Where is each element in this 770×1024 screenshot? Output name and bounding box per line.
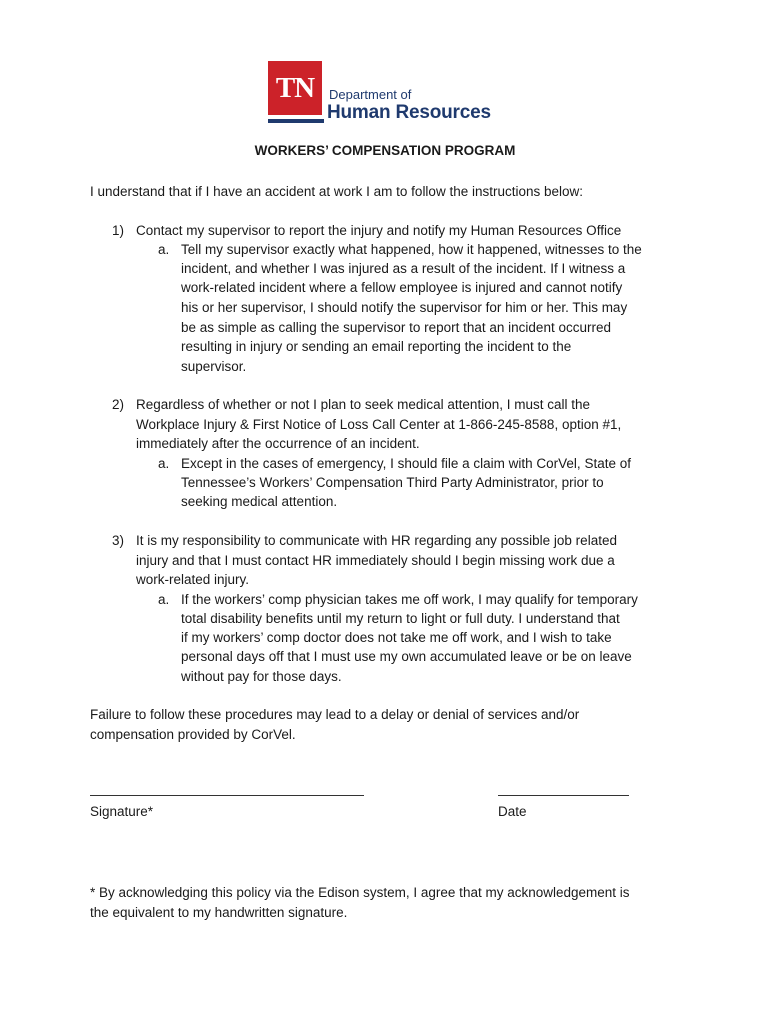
item-3-number: 3) <box>112 533 125 548</box>
item-2-line: immediately after the occurrence of an incident. <box>136 436 420 451</box>
failure-text-line: compensation provided by CorVel. <box>90 727 296 742</box>
date-label: Date <box>498 804 527 819</box>
intro-text: I understand that if I have an accident at work I am to follow the instructions below: <box>90 184 584 199</box>
item-1-number: 1) <box>112 223 125 238</box>
item-2-number: 2) <box>112 397 125 412</box>
item-3a-letter: a. <box>158 592 170 607</box>
logo-department-text: Department of <box>329 87 412 102</box>
item-3-line: injury and that I must contact HR immediately should I begin missing work due a <box>136 553 615 568</box>
logo-hr-text: Human Resources <box>327 102 491 123</box>
item-2a-line: seeking medical attention. <box>181 494 338 509</box>
item-1a-line: Tell my supervisor exactly what happened, how it happened, witnesses to the <box>181 242 642 257</box>
item-3-line: It is my responsibility to communicate with HR regarding any possible job related <box>136 533 617 548</box>
item-1a-line: be as simple as calling the supervisor to report that an incident occurred <box>181 320 611 335</box>
item-1-line: Contact my supervisor to report the injury and notify my Human Resources Office <box>136 223 622 238</box>
item-2a-line: Tennessee’s Workers’ Compensation Third Party Administrator, prior to <box>181 475 604 490</box>
item-3-line: work-related injury. <box>136 572 250 587</box>
item-2-line: Regardless of whether or not I plan to seek medical attention, I must call the <box>136 397 590 412</box>
item-1a-line: work-related incident where a fellow employee is injured and cannot notify <box>181 280 623 295</box>
failure-text-line: Failure to follow these procedures may lead to a delay or denial of services and/or <box>90 707 580 722</box>
footnote-line: * By acknowledging this policy via the Edison system, I agree that my acknowledgement is <box>90 885 630 900</box>
item-3a-line: if my workers’ comp doctor does not take me off work, and I wish to take <box>181 630 612 645</box>
item-1a-line: incident, and whether I was injured as a result of the incident. If I witness a <box>181 261 626 276</box>
item-3a-line: If the workers’ comp physician takes me off work, I may qualify for temporary <box>181 592 638 607</box>
item-3a-line: personal days off that I must use my own accumulated leave or be on leave <box>181 649 632 664</box>
footnote-line: the equivalent to my handwritten signature. <box>90 905 348 920</box>
item-3a-line: without pay for those days. <box>181 669 342 684</box>
item-2a-line: Except in the cases of emergency, I should file a claim with CorVel, State of <box>181 456 631 471</box>
date-line[interactable] <box>498 795 629 796</box>
item-3a-line: total disability benefits until my return to light or full duty. I understand that <box>181 611 620 626</box>
tn-logo-mark: TN <box>268 61 322 115</box>
item-2-line: Workplace Injury & First Notice of Loss Call Center at 1-866-245-8588, option #1, <box>136 417 622 432</box>
item-1a-line: resulting in injury or sending an email reporting the incident to the <box>181 339 572 354</box>
page-title: WORKERS’ COMPENSATION PROGRAM <box>254 143 516 158</box>
tn-hr-logo <box>268 61 508 125</box>
logo-underline <box>268 119 324 123</box>
item-2a-letter: a. <box>158 456 170 471</box>
signature-line[interactable] <box>90 795 364 796</box>
item-1a-letter: a. <box>158 242 170 257</box>
item-1a-line: his or her supervisor, I should notify the supervisor for him or her. This may <box>181 300 628 315</box>
signature-label: Signature* <box>90 804 154 819</box>
item-1a-line: supervisor. <box>181 359 247 374</box>
